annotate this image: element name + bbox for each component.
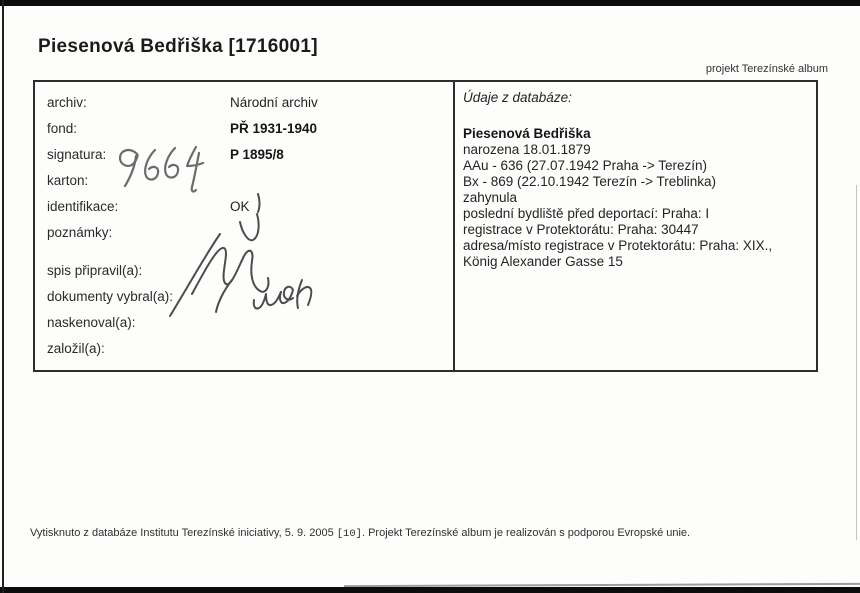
field-label: spis připravil(a):	[47, 263, 143, 278]
print-footer	[30, 527, 690, 540]
field-label: naskenoval(a):	[47, 315, 136, 330]
form-row-dokumenty-vybral	[47, 284, 453, 310]
scan-page-edge-right	[856, 185, 857, 540]
field-label: poznámky:	[47, 225, 113, 240]
scan-edge-top	[0, 0, 860, 6]
project-label: projekt Terezínské album	[705, 63, 828, 75]
form-row-signatura	[47, 142, 453, 168]
footer-ref-code: [10]	[336, 528, 362, 540]
form-row-karton	[47, 168, 453, 194]
field-label: dokumenty vybral(a):	[47, 289, 174, 304]
field-value: PŘ 1931-1940	[230, 121, 318, 136]
form-row-archiv	[47, 90, 453, 116]
field-label: identifikace:	[47, 199, 119, 214]
db-line-residence: poslední bydliště před deportací: Praha: I	[463, 206, 710, 221]
archive-card	[33, 80, 818, 372]
field-value: P 1895/8	[230, 147, 284, 162]
db-line-transport-1: AAu - 636 (27.07.1942 Praha -> Terezín)	[463, 158, 708, 173]
person-name: Piesenová Bedřiška	[463, 126, 591, 141]
form-row-zalozil	[47, 336, 453, 362]
form-row-fond	[47, 116, 453, 142]
db-line-address: adresa/místo registrace v Protektorátu: Praha: XIX., König Alexander Gasse 15	[463, 238, 773, 269]
field-value: OK	[230, 199, 250, 214]
database-panel-header: Údaje z databáze:	[463, 90, 572, 105]
database-panel	[455, 82, 816, 370]
archive-form-panel	[35, 82, 455, 370]
field-value: Národní archiv	[230, 95, 318, 110]
field-label: karton:	[47, 173, 89, 188]
scan-edge-left	[2, 0, 4, 593]
scan-edge-bottom	[0, 587, 860, 593]
field-label: založil(a):	[47, 341, 105, 356]
form-row-poznamky	[47, 220, 453, 246]
field-label: signatura:	[47, 147, 107, 162]
field-label: fond:	[47, 121, 78, 136]
db-line-born: narozena 18.01.1879	[463, 142, 591, 157]
db-line-registration: registrace v Protektorátu: Praha: 30447	[463, 222, 699, 237]
footer-text-suffix: . Projekt Terezínské album je realizován s podporou Evropské unie.	[361, 527, 691, 539]
page-title: Piesenová Bedřiška [1716001]	[38, 36, 318, 57]
form-row-naskenoval	[47, 310, 453, 336]
db-line-fate: zahynula	[463, 190, 518, 205]
form-row-identifikace	[47, 194, 453, 220]
field-label: archiv:	[47, 95, 87, 110]
db-line-transport-2: Bx - 869 (22.10.1942 Terezín -> Treblinka)	[463, 174, 717, 189]
footer-text-prefix: Vytisknuto z databáze Institutu Terezínské iniciativy, 5. 9. 2005	[30, 527, 337, 539]
form-row-spis-pripravil	[47, 258, 453, 284]
